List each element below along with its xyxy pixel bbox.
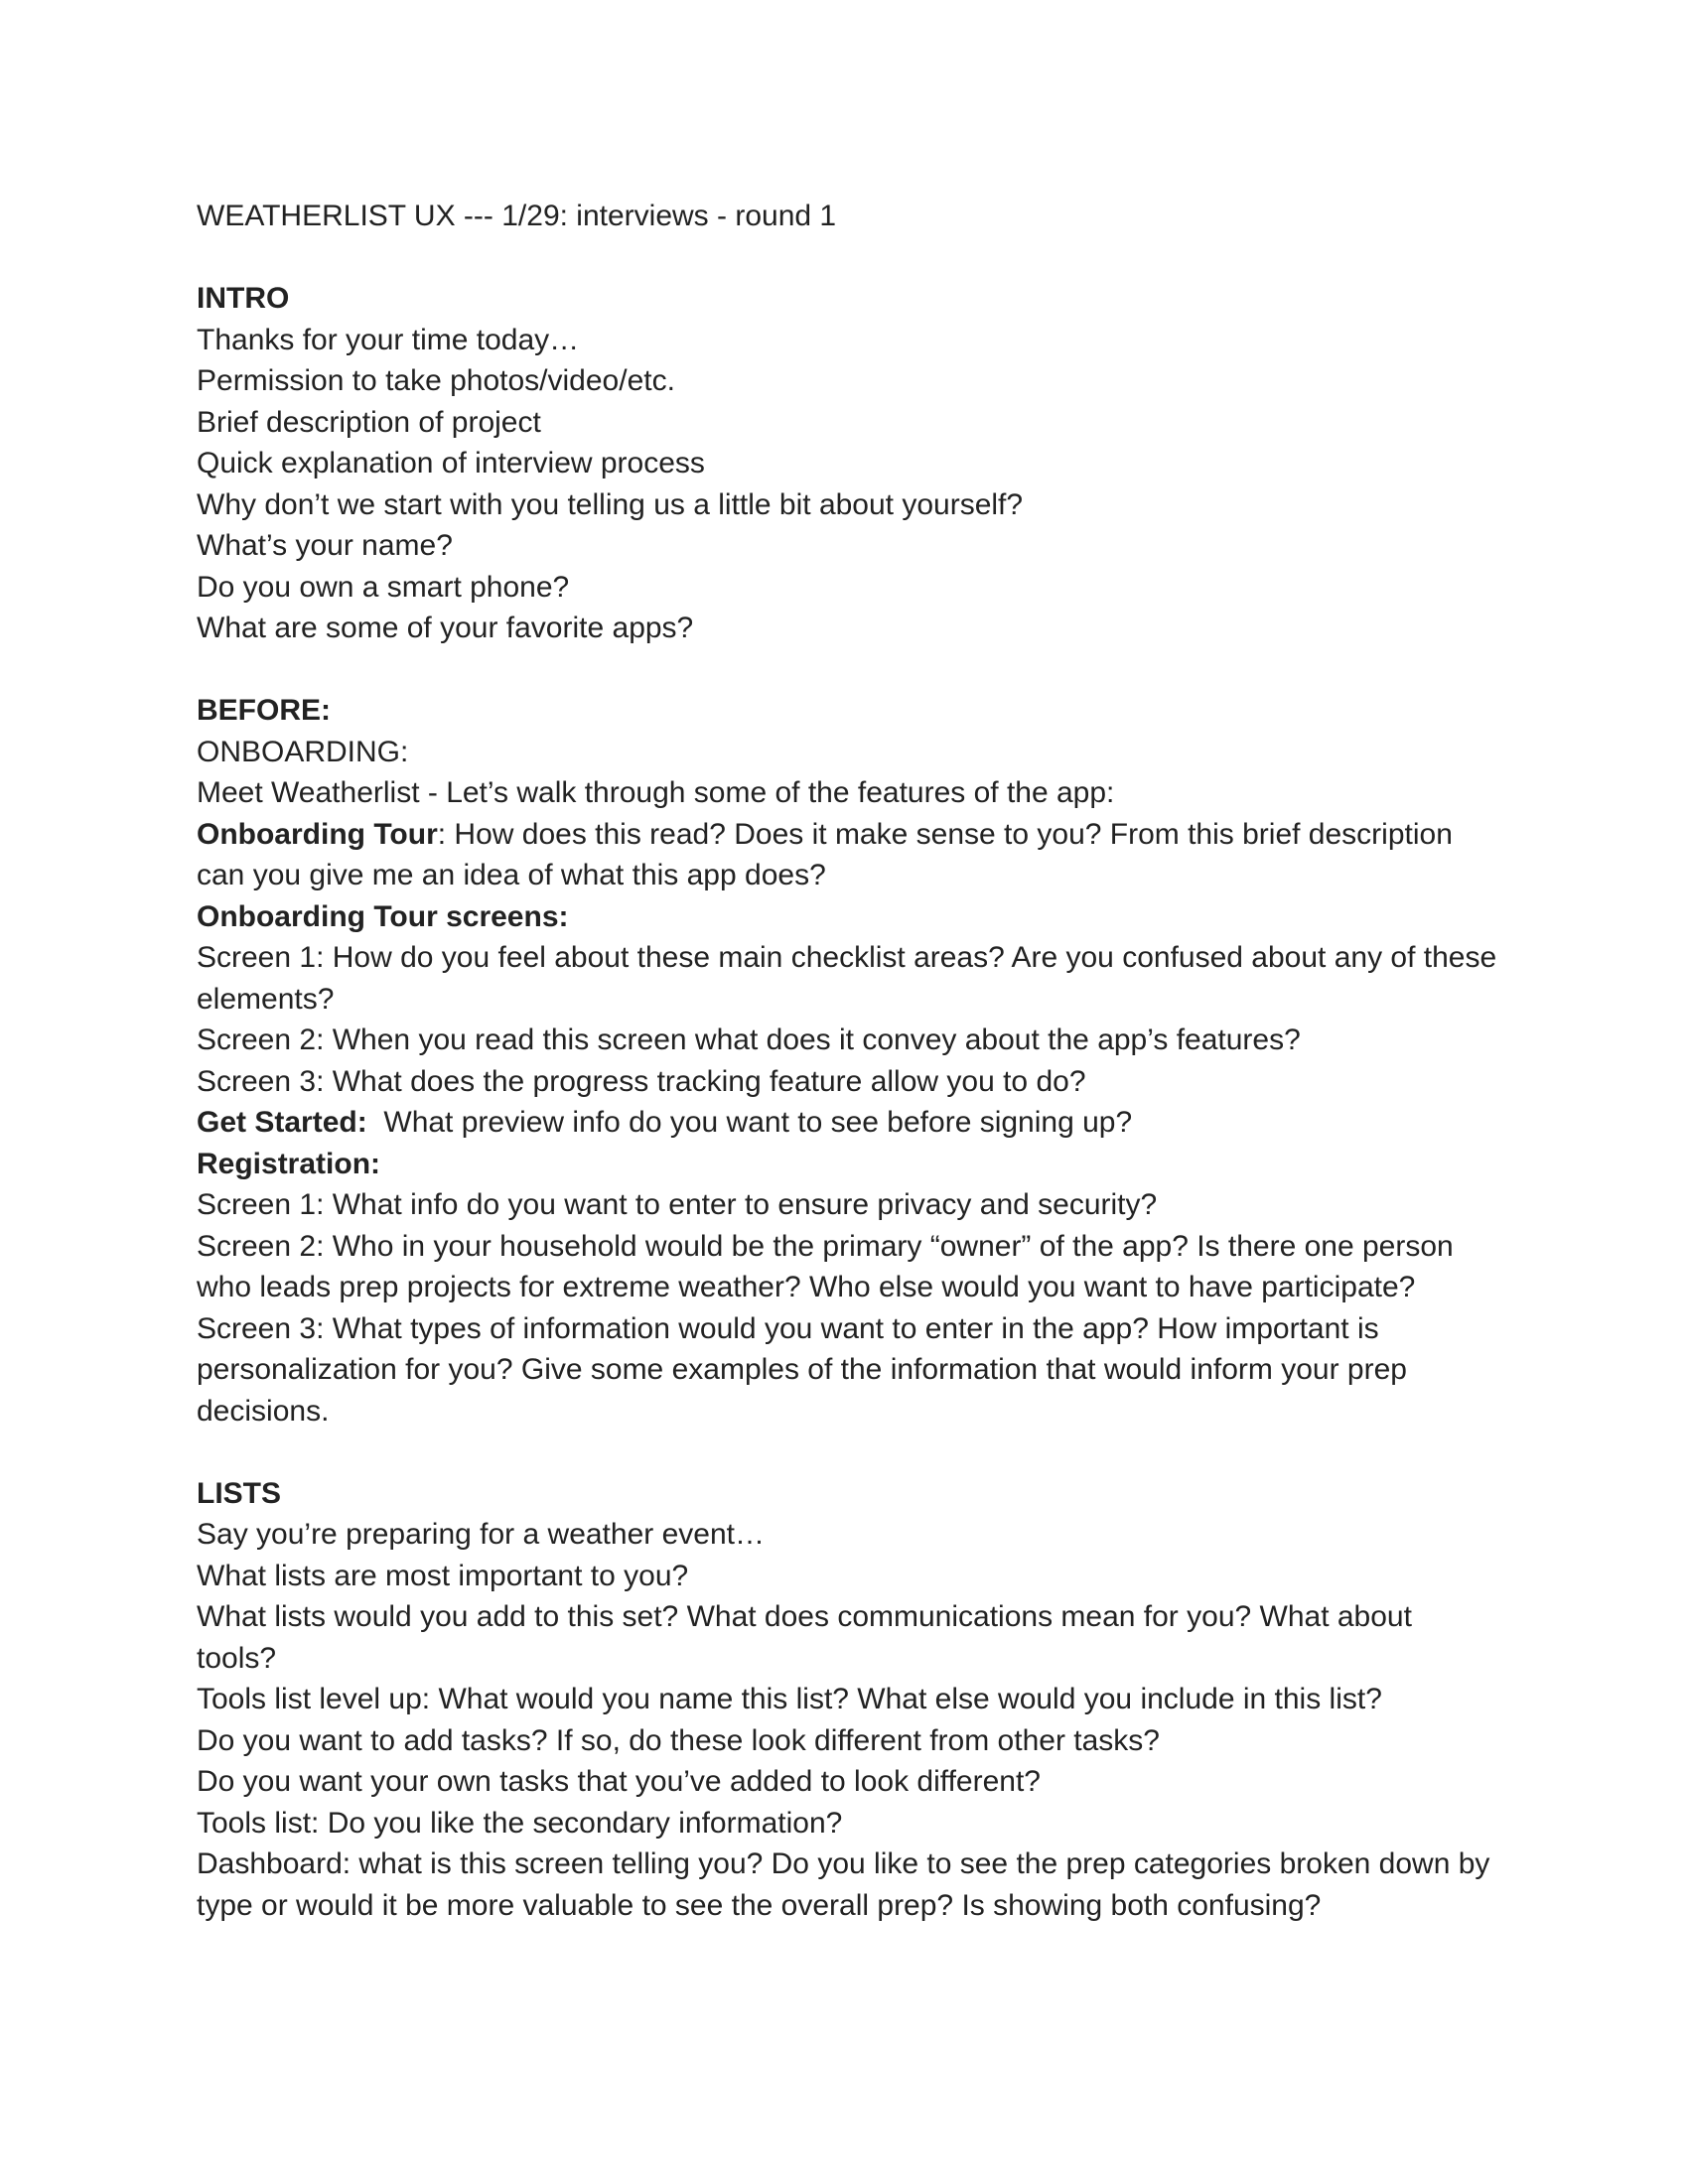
lists-line: Tools list: Do you like the secondary information? — [197, 1806, 843, 1840]
before-heading: BEFORE: — [197, 694, 331, 727]
spacer — [197, 649, 1497, 691]
tour-screen-line: Screen 2: When you read this screen what does it convey about the app’s features? — [197, 1024, 1301, 1056]
intro-line: Thanks for your time today… — [197, 323, 580, 356]
intro-line: What’s your name? — [197, 529, 453, 562]
document-body — [197, 196, 1497, 1926]
document-title: WEATHERLIST UX --- 1/29: interviews - round 1 — [197, 200, 837, 232]
onboarding-tour-text: : How does this read? Does it make sense to you? From this brief description can you give me an idea of what this app does? — [197, 817, 1453, 891]
get-started-paragraph — [197, 1102, 1497, 1144]
lists-line: Dashboard: what is this screen telling you? Do you like to see the prep categories broken down by type or would it be more valuable to see the overall prep? Is showing both confusing? — [197, 1847, 1490, 1922]
intro-line: Brief description of project — [197, 405, 541, 439]
tour-screen-line: Screen 3: What does the progress tracking feature allow you to do? — [197, 1064, 1086, 1098]
intro-line: Quick explanation of interview process — [197, 447, 705, 479]
lists-line: What lists would you add to this set? What does communications mean for you? What about tools? — [197, 1600, 1412, 1675]
lists-line: What lists are most important to you? — [197, 1559, 689, 1592]
get-started-text: What preview info do you want to see before signing up? — [366, 1106, 1133, 1139]
meet-weatherlist-line: Meet Weatherlist - Let’s walk through some of the features of the app: — [197, 776, 1115, 809]
registration-screen-line: Screen 1: What info do you want to enter to ensure privacy and security? — [197, 1188, 1158, 1221]
registration-label: Registration: — [197, 1147, 381, 1180]
onboarding-tour-label: Onboarding Tour — [197, 817, 438, 851]
lists-line: Tools list level up: What would you name this list? What else would you include in this list? — [197, 1683, 1382, 1715]
get-started-label: Get Started: — [197, 1106, 367, 1139]
registration-screen-line: Screen 2: Who in your household would be the primary “owner” of the app? Is there one person who leads prep projects for extreme weather? Who else would you want to have participate? — [197, 1229, 1454, 1303]
lists-line: Do you want to add tasks? If so, do these look different from other tasks? — [197, 1723, 1160, 1757]
tour-screen-line: Screen 1: How do you feel about these main checklist areas? Are you confused about any of these elements? — [197, 941, 1497, 1016]
onboarding-tour-paragraph — [197, 814, 1497, 896]
spacer — [197, 1432, 1497, 1473]
intro-line: What are some of your favorite apps? — [197, 612, 694, 644]
intro-line: Permission to take photos/video/etc. — [197, 364, 675, 397]
lists-line: Say you’re preparing for a weather event… — [197, 1518, 765, 1551]
intro-line: Do you own a smart phone? — [197, 570, 570, 604]
spacer — [197, 237, 1497, 279]
lists-line: Do you want your own tasks that you’ve added to look different? — [197, 1765, 1041, 1798]
onboarding-tour-screens-label: Onboarding Tour screens: — [197, 899, 569, 933]
intro-heading: INTRO — [197, 282, 290, 315]
onboarding-label: ONBOARDING: — [197, 735, 409, 768]
lists-heading: LISTS — [197, 1476, 282, 1510]
registration-screen-line: Screen 3: What types of information would you want to enter in the app? How important is personalization for you? Give some examples of the information that would inform your prep decisions. — [197, 1311, 1407, 1428]
intro-line: Why don’t we start with you telling us a little bit about yourself? — [197, 487, 1024, 521]
